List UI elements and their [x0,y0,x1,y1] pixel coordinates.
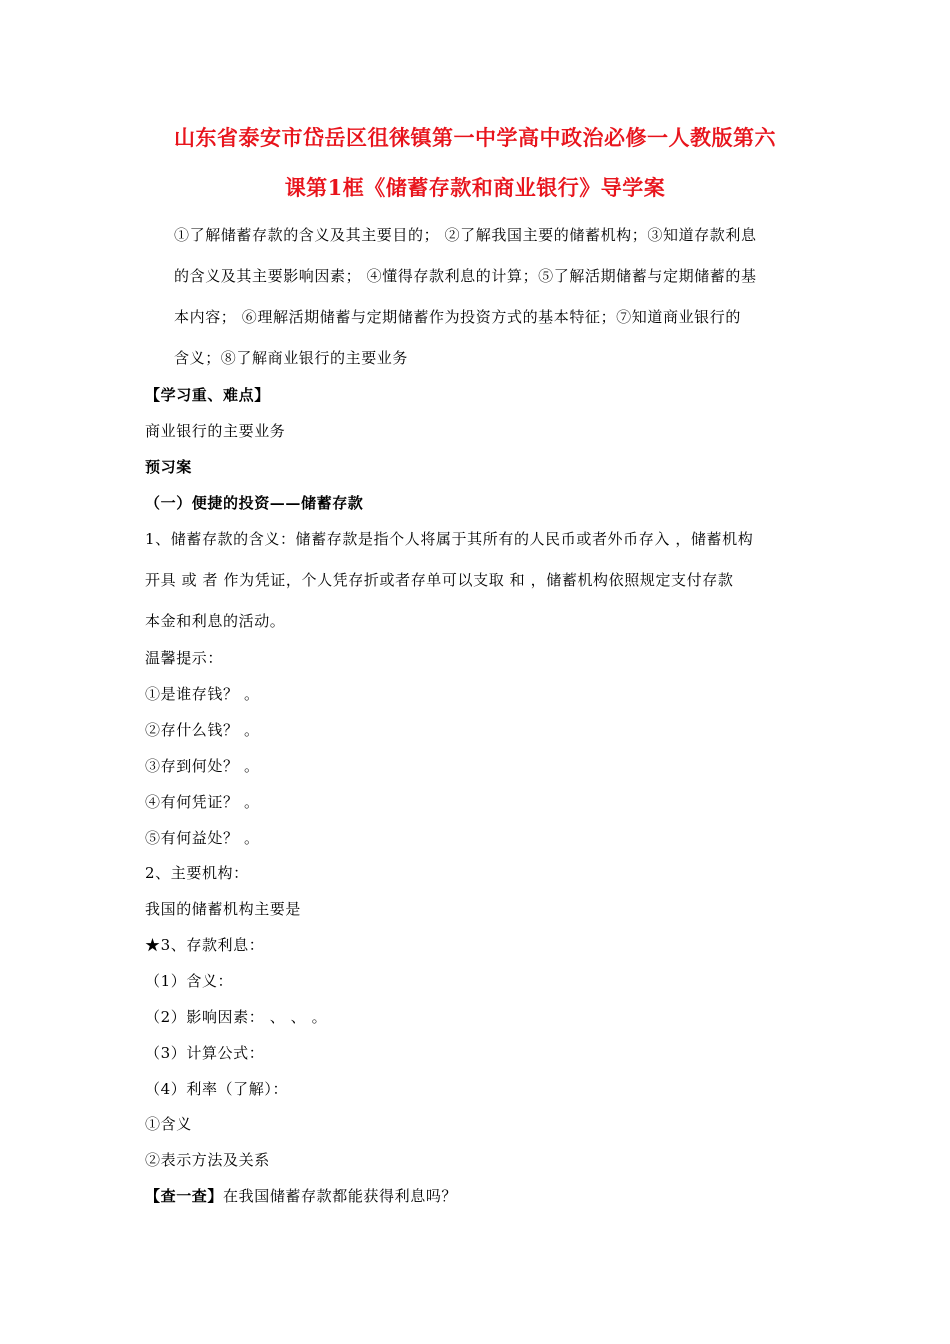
tips-heading: 温馨提示： [145,649,224,667]
item1-line: 开具 或 者 作为凭证，个人凭存折或者存单可以支取 和 ，储蓄机构依照规定支付存款 [145,571,734,589]
section1-heading: （一）便捷的投资——储蓄存款 [145,494,364,512]
item1-line: 本金和利息的活动。 [145,612,286,630]
objective-line: 的含义及其主要影响因素； ④懂得存款利息的计算；⑤了解活期储蓄与定期储蓄的基 [174,267,757,285]
item3-subitem: （4）利率（了解）： [145,1080,289,1098]
check-question [145,1185,457,1206]
key-points-text: 商业银行的主要业务 [145,422,286,440]
title-line-2: 课第1框《储蓄存款和商业银行》导学案 [284,175,666,200]
item1-line: 1、储蓄存款的含义：储蓄存款是指个人将属于其所有的人民币或者外币存入 ，储蓄机构 [145,530,754,548]
tip-item: ④有何凭证？ 。 [145,793,260,811]
item3-point: ①含义 [145,1115,192,1133]
preview-heading: 预习案 [145,458,192,476]
tip-item: ⑤有何益处？ 。 [145,829,260,847]
item2-heading: 2、主要机构： [145,864,249,882]
objective-line: 含义；⑧了解商业银行的主要业务 [174,349,409,367]
tip-item: ②存什么钱？ 。 [145,721,260,739]
item3-subitem: （1）含义： [145,972,234,990]
check-text: 在我国储蓄存款都能获得利息吗？ [223,1187,458,1205]
item2-text: 我国的储蓄机构主要是 [145,900,302,918]
tip-item: ①是谁存钱？ 。 [145,685,260,703]
objective-line: ①了解储蓄存款的含义及其主要目的； ②了解我国主要的储蓄机构；③知道存款利息 [174,226,757,244]
item3-subitem: （2）影响因素： 、 、 。 [145,1008,328,1026]
key-points-heading: 【学习重、难点】 [145,386,270,404]
title-line-1: 山东省泰安市岱岳区徂徕镇第一中学高中政治必修一人教版第六 [174,125,776,150]
tip-item: ③存到何处？ 。 [145,757,260,775]
item3-subitem: （3）计算公式： [145,1044,265,1062]
check-label: 【查一查】 [145,1187,224,1205]
objective-line: 本内容； ⑥理解活期储蓄与定期储蓄作为投资方式的基本特征；⑦知道商业银行的 [174,308,741,326]
item3-heading: ★3、存款利息： [145,936,265,954]
item3-point: ②表示方法及关系 [145,1151,270,1169]
